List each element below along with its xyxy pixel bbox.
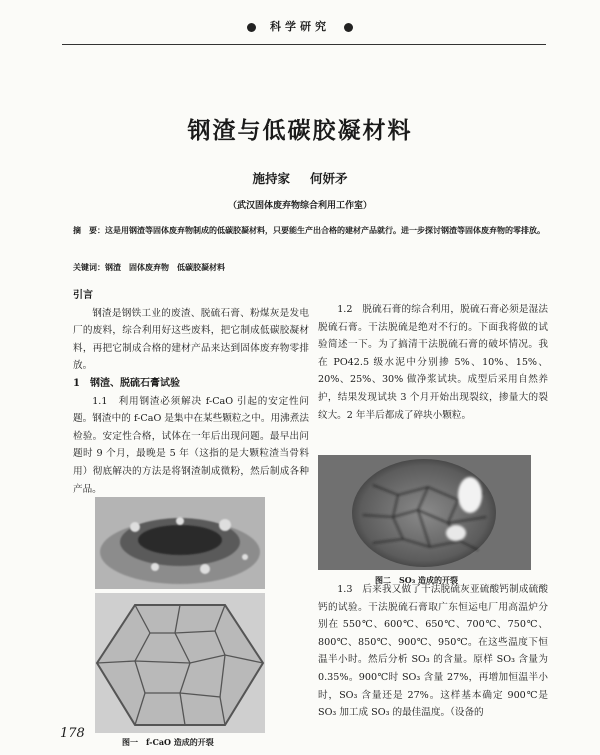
paragraph-1-3: 1.3 后来我又做了干法脱硫灰亚硫酸钙制成硫酸钙的试验。干法脱硫石膏取广东恒运电厂用高温炉分别在 550℃、600℃、650℃、700℃、750℃、800℃、850℃、900℃、950℃。在这些温度下恒温半小时。然后分析 SO₃ 的含量。原样 SO₃ 含量为 0.35%。900℃时 SO₃ 含量 27%，再增加恒温半小时，SO₃ 含量还是 27%。这样基本确定 900℃是 SO₃ 加工成 SO₃ 的最佳温度。（设备的 [318, 584, 548, 719]
right-column-bottom [318, 581, 548, 722]
abstract-label: 摘 要： [73, 225, 105, 235]
intro-heading: 引言 [73, 290, 93, 301]
running-header [0, 18, 600, 34]
article-title: 钢渣与低碳胶凝材料 [187, 117, 413, 144]
figure-1b-photo [95, 593, 265, 733]
figure-1a-photo [95, 497, 265, 589]
paragraph-1-2: 1.2 脱硫石膏的综合利用，脱硫石膏必须是湿法脱硫石膏。干法脱硫是绝对不行的。下面我将做的试验简述一下。为了搞清干法脱硫石膏的破坏情况。我在 PO42.5 级水泥中分别掺 5%、10%、15%、20%、25%、30% 做净浆试块。成型后采用自然养护，结果发现试块 3 个月开始出现裂纹，掺量大的裂纹大。2 年半后都成了碎块小颗粒。 [318, 304, 548, 421]
bullet-left-icon [247, 23, 256, 32]
header-rule [62, 44, 546, 45]
keywords [73, 262, 548, 273]
bullet-right-icon [344, 23, 353, 32]
left-column [73, 287, 309, 498]
right-column-top [318, 301, 548, 424]
paragraph-1-1: 1.1 利用钢渣必须解决 f-CaO 引起的安定性问题。钢渣中的 f-CaO 是集中在某些颗粒之中。用沸煮法检验。安定性合格，试体在一年后出现问题。最早出问题时 9 个月，最晚是 5 年（这指的是大颗粒渣当骨料用）彻底解决的方法是将钢渣制成微粉，然后制成各种产品。 [73, 395, 309, 495]
keywords-label: 关键词： [73, 262, 105, 272]
abstract [73, 223, 548, 238]
section1-heading: 1 钢渣、脱硫石膏试验 [73, 377, 180, 389]
figure-2-photo [318, 455, 531, 570]
intro-paragraph: 钢渣是钢铁工业的废渣、脱硫石膏、粉煤灰是发电厂的废料，综合利用好这些废料，把它制成低碳胶凝材料，再把它制成合格的建材产品来达到固体废弃物零排放。 [73, 307, 309, 372]
figure-1-caption: 图一 f-CaO 造成的开裂 [122, 737, 214, 747]
author-1: 施持家 [252, 171, 290, 186]
figure-2-caption: 图二 SO₃ 造成的开裂 [375, 575, 459, 585]
abstract-text: 这是用钢渣等固体废弃物制成的低碳胶凝材料，只要能生产出合格的建材产品就行。进一步探讨钢渣等固体废弃物的零排放。 [105, 225, 545, 235]
affiliation: （武汉固体废弃物综合利用工作室） [227, 201, 372, 211]
authors [0, 169, 600, 187]
header-section: 科学研究 [270, 20, 330, 33]
keywords-text: 钢渣 固体废弃物 低碳胶凝材料 [105, 262, 225, 272]
author-2: 何妍矛 [310, 171, 348, 186]
page-number: 178 [60, 726, 85, 741]
